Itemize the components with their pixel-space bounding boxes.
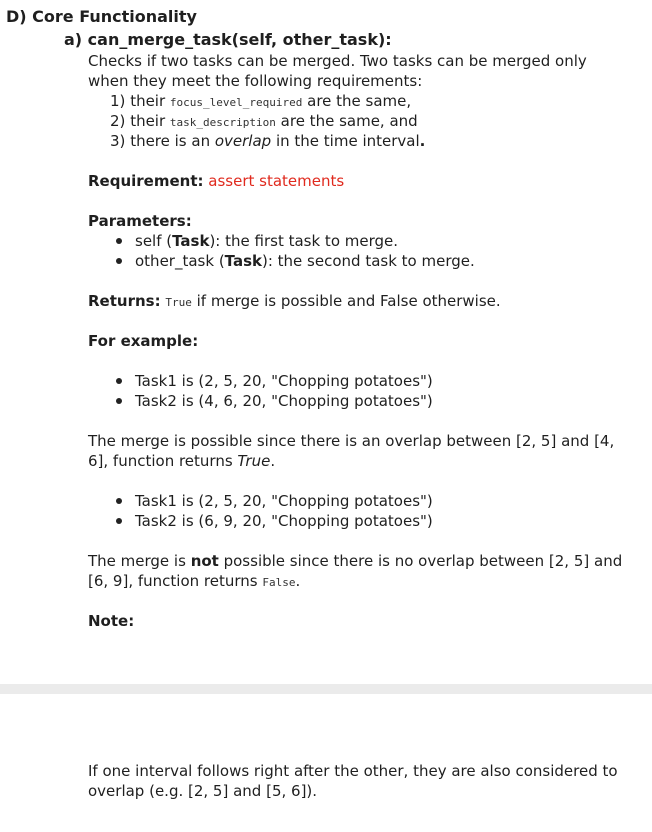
example2-task2: Task2 is (6, 9, 20, "Chopping potatoes") bbox=[135, 512, 433, 530]
bullet-dot bbox=[116, 498, 122, 504]
requirement-text: their bbox=[130, 92, 170, 110]
explanation-period: . bbox=[295, 572, 301, 590]
note-line-2: overlap (e.g. [2, 5] and [5, 6]). bbox=[88, 782, 318, 800]
explanation-text: possible since there is no overlap between [2, 5] and bbox=[218, 552, 623, 570]
explanation-code: False bbox=[262, 576, 296, 589]
explanation-bold: not bbox=[190, 552, 219, 570]
requirement-text: their bbox=[130, 112, 170, 130]
bullet-dot bbox=[116, 398, 122, 404]
returns-label: Returns: bbox=[88, 292, 161, 310]
section-divider bbox=[0, 684, 652, 694]
explanation-emphasis: True bbox=[237, 452, 271, 470]
parameter-type: Task bbox=[172, 232, 210, 250]
requirement-number: 3) bbox=[110, 132, 126, 150]
method-signature: a) can_merge_task(self, other_task): bbox=[64, 30, 392, 49]
note-line-1: If one interval follows right after the other, they are also considered to bbox=[88, 762, 618, 780]
requirement-code: task_description bbox=[169, 116, 276, 129]
parameter-desc: ): the second task to merge. bbox=[262, 252, 475, 270]
returns-code: True bbox=[165, 296, 192, 309]
explanation-text: The merge is bbox=[88, 552, 191, 570]
requirement-text: there is an bbox=[130, 132, 215, 150]
requirement-number: 1) bbox=[110, 92, 126, 110]
parameter-item-other-task bbox=[135, 251, 475, 271]
example1-explanation-1: The merge is possible since there is an overlap between [2, 5] and [4, bbox=[88, 432, 615, 450]
requirement-text: are the same, and bbox=[275, 112, 418, 130]
parameter-name: self bbox=[135, 232, 162, 250]
requirement-period: . bbox=[419, 132, 426, 150]
example-label: For example: bbox=[88, 332, 199, 350]
requirement-number: 2) bbox=[110, 112, 126, 130]
parameter-desc: ): the first task to merge. bbox=[209, 232, 399, 250]
requirement-item-1 bbox=[110, 91, 411, 113]
example2-task1: Task1 is (2, 5, 20, "Chopping potatoes") bbox=[135, 492, 433, 510]
explanation-text: 6], function returns bbox=[88, 452, 238, 470]
bullet-dot bbox=[116, 518, 122, 524]
section-heading bbox=[6, 6, 197, 28]
note-label: Note: bbox=[88, 612, 135, 630]
section-letter: D) bbox=[6, 7, 27, 26]
example2-explanation-1 bbox=[88, 551, 622, 571]
requirement-text: in the time interval bbox=[271, 132, 420, 150]
bullet-dot bbox=[116, 238, 122, 244]
section-title: Core Functionality bbox=[32, 7, 197, 26]
example1-explanation-2 bbox=[88, 451, 275, 471]
parameter-paren: ( bbox=[214, 252, 225, 270]
requirement-line bbox=[88, 171, 344, 191]
parameter-name: other_task bbox=[135, 252, 215, 270]
requirement-value: assert statements bbox=[208, 172, 345, 190]
requirement-text: are the same, bbox=[302, 92, 412, 110]
bullet-dot bbox=[116, 258, 122, 264]
explanation-period: . bbox=[270, 452, 276, 470]
returns-text: if merge is possible and False otherwise. bbox=[191, 292, 501, 310]
parameter-item-self bbox=[135, 231, 398, 251]
requirement-emphasis: overlap bbox=[214, 132, 272, 150]
requirement-code: focus_level_required bbox=[169, 96, 303, 109]
example1-task2: Task2 is (4, 6, 20, "Chopping potatoes") bbox=[135, 392, 433, 410]
example2-explanation-2 bbox=[88, 571, 300, 593]
explanation-text: [6, 9], function returns bbox=[88, 572, 263, 590]
requirement-label: Requirement: bbox=[88, 172, 204, 190]
requirement-item-2 bbox=[110, 111, 418, 133]
intro-line-1: Checks if two tasks can be merged. Two tasks can be merged only bbox=[88, 52, 587, 70]
parameter-paren: ( bbox=[161, 232, 173, 250]
bullet-dot bbox=[116, 378, 122, 384]
parameters-label: Parameters: bbox=[88, 212, 192, 230]
intro-line-2: when they meet the following requirements: bbox=[88, 72, 423, 90]
returns-line bbox=[88, 291, 501, 313]
requirement-item-3 bbox=[110, 131, 425, 151]
parameter-type: Task bbox=[224, 252, 262, 270]
example1-task1: Task1 is (2, 5, 20, "Chopping potatoes") bbox=[135, 372, 433, 390]
